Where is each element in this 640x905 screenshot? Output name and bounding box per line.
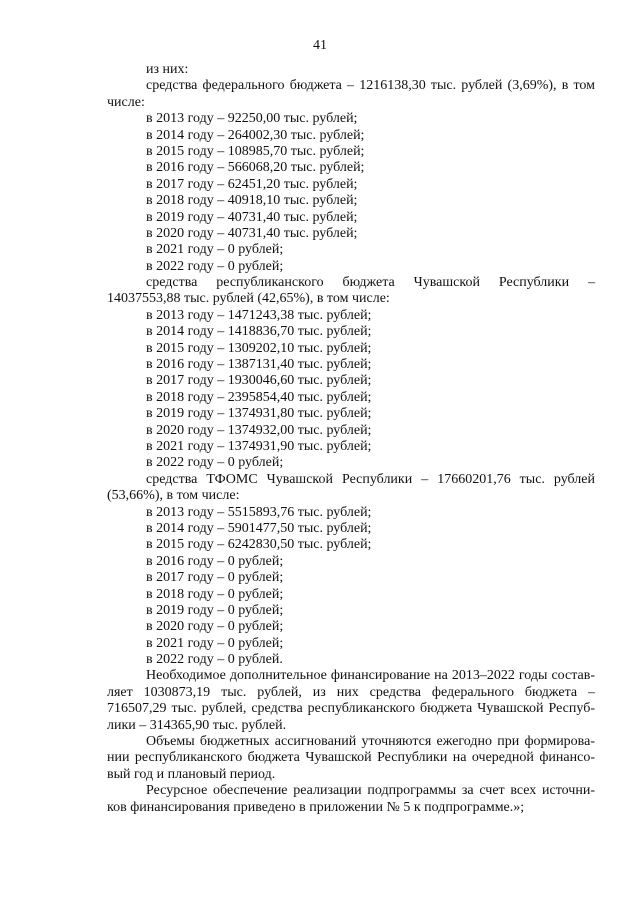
- text-line: числе:: [107, 94, 145, 110]
- text-line: в 2018 году – 0 рублей;: [146, 586, 284, 602]
- text-line: в 2021 году – 0 рублей;: [146, 242, 284, 258]
- document-body: [107, 62, 595, 816]
- text-line: Ресурсное обеспечение реализации подпрограммы за счет всех источни-: [146, 783, 595, 799]
- text-line: в 2015 году – 108985,70 тыс. рублей;: [146, 143, 365, 159]
- page-number: 41: [313, 38, 327, 53]
- text-line: в 2014 году – 264002,30 тыс. рублей;: [146, 127, 365, 143]
- text-line: в 2018 году – 2395854,40 тыс. рублей;: [146, 389, 372, 405]
- text-line: средства республиканского бюджета Чувашской Республики –: [146, 275, 595, 291]
- text-line: в 2022 году – 0 рублей;: [146, 455, 284, 471]
- text-line: в 2013 году – 5515893,76 тыс. рублей;: [146, 504, 372, 520]
- text-line: Объемы бюджетных ассигнований уточняются ежегодно при формирова-: [146, 734, 595, 750]
- text-line: в 2016 году – 0 рублей;: [146, 553, 284, 569]
- text-line: средства федерального бюджета – 1216138,30 тыс. рублей (3,69%), в том: [146, 78, 595, 94]
- text-line: в 2017 году – 0 рублей;: [146, 570, 284, 586]
- text-line: в 2015 году – 6242830,50 тыс. рублей;: [146, 537, 372, 553]
- text-line: в 2020 году – 40731,40 тыс. рублей;: [146, 225, 358, 241]
- text-line: (53,66%), в том числе:: [107, 488, 240, 504]
- text-line: в 2021 году – 1374931,90 тыс. рублей;: [146, 438, 372, 454]
- text-line: из них:: [146, 62, 189, 77]
- text-line: в 2020 году – 0 рублей;: [146, 619, 284, 635]
- text-line: в 2022 году – 0 рублей.: [146, 652, 283, 668]
- text-line: в 2020 году – 1374932,00 тыс. рублей;: [146, 422, 372, 438]
- text-line: в 2017 году – 62451,20 тыс. рублей;: [146, 176, 358, 192]
- text-line: в 2015 году – 1309202,10 тыс. рублей;: [146, 340, 372, 356]
- text-line: в 2014 году – 5901477,50 тыс. рублей;: [146, 520, 372, 536]
- text-line: в 2013 году – 1471243,38 тыс. рублей;: [146, 307, 372, 323]
- text-line: ляет 1030873,19 тыс. рублей, из них средства федерального бюджета –: [107, 684, 595, 700]
- text-line: лики – 314365,90 тыс. рублей.: [107, 717, 287, 733]
- text-line: Необходимое дополнительное финансирование на 2013–2022 годы состав-: [146, 668, 595, 684]
- text-line: в 2018 году – 40918,10 тыс. рублей;: [146, 193, 358, 209]
- text-line: в 2022 году – 0 рублей;: [146, 258, 284, 274]
- text-line: в 2016 году – 566068,20 тыс. рублей;: [146, 160, 365, 176]
- text-line: в 2016 году – 1387131,40 тыс. рублей;: [146, 357, 372, 373]
- text-line: в 2013 году – 92250,00 тыс. рублей;: [146, 111, 358, 127]
- text-line: в 2019 году – 40731,40 тыс. рублей;: [146, 209, 358, 225]
- text-line: в 2019 году – 1374931,80 тыс. рублей;: [146, 406, 372, 422]
- text-line: в 2019 году – 0 рублей;: [146, 602, 284, 618]
- text-line: 14037553,88 тыс. рублей (42,65%), в том числе:: [107, 291, 390, 307]
- text-line: ков финансирования приведено в приложении № 5 к подпрограмме.»;: [107, 799, 525, 815]
- text-line: в 2014 году – 1418836,70 тыс. рублей;: [146, 324, 372, 340]
- text-line: в 2021 году – 0 рублей;: [146, 635, 284, 651]
- text-line: 716507,29 тыс. рублей, средства республиканского бюджета Чувашской Респуб-: [107, 701, 595, 717]
- text-line: средства ТФОМС Чувашской Республики – 17660201,76 тыс. рублей: [146, 471, 595, 487]
- text-line: вый год и плановый период.: [107, 766, 276, 782]
- text-line: в 2017 году – 1930046,60 тыс. рублей;: [146, 373, 372, 389]
- text-line: нии республиканского бюджета Чувашской Республики на очередной финансо-: [107, 750, 595, 766]
